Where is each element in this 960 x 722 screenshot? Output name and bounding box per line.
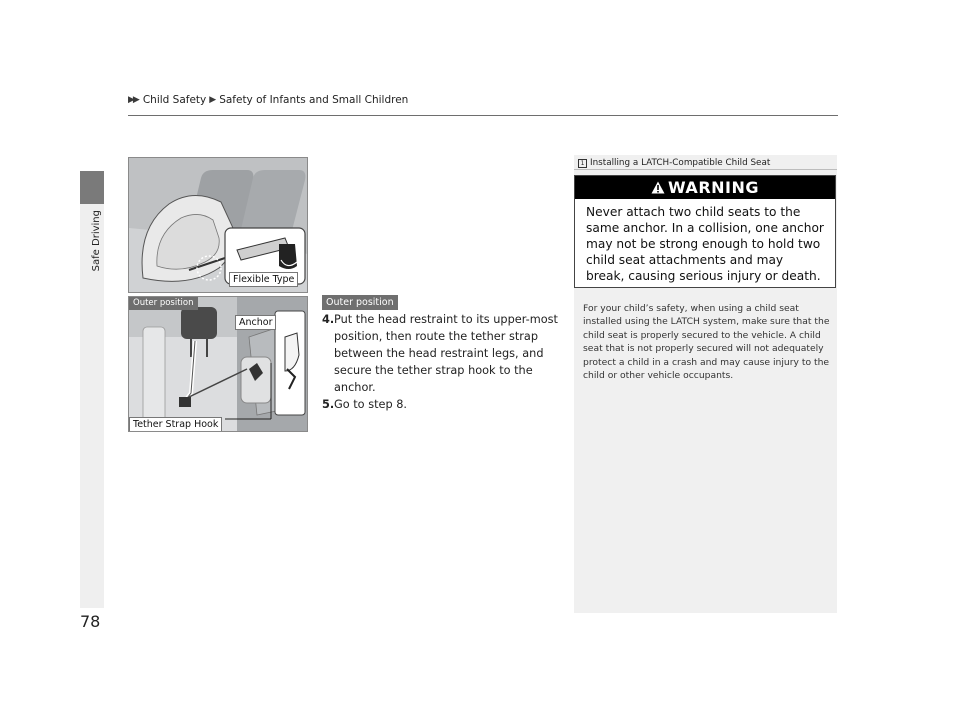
warning-header-text: WARNING (668, 178, 759, 197)
breadcrumb-item-infants[interactable]: Safety of Infants and Small Children (219, 94, 409, 106)
flexible-type-label: Flexible Type (229, 272, 298, 287)
step-text: Put the head restraint to its upper-most position, then route the tether strap between the head restraint legs, and secure the tether strap hook to the anchor. (334, 313, 558, 394)
step-item (322, 311, 567, 396)
warning-header (575, 176, 835, 199)
sidebar-title (578, 158, 770, 168)
step-text: Go to step 8. (334, 398, 407, 411)
step-number: 4. (322, 313, 335, 326)
instruction-steps (322, 311, 567, 413)
tether-anchor-figure (128, 296, 308, 432)
page-number: 78 (80, 612, 101, 631)
outer-position-tag: Outer position (322, 295, 398, 310)
outer-position-figure-tag: Outer position (129, 297, 198, 310)
breadcrumb-arrow-icon: ▶▶ (128, 95, 138, 105)
sidebar-body-text: For your child’s safety, when using a child seat installed using the LATCH system, make sure that the child seat is properly secured to the vehicle. A child seat that is not properly secured will not adequately protect a child in a crash and may cause injury to the child or other vehicle occupants. (583, 303, 830, 382)
reference-marker-icon: 1 (578, 159, 587, 168)
warning-text: Never attach two child seats to the same anchor. In a collision, one anchor may not be strong enough to hold two child seat attachments and may break, causing serious injury or death. (586, 205, 824, 283)
sidebar-title-divider (574, 169, 837, 170)
step-number: 5. (322, 398, 335, 411)
tether-anchor-illustration (129, 297, 307, 431)
section-tab-marker (80, 171, 104, 204)
breadcrumb-arrow-icon: ▶ (209, 95, 215, 105)
breadcrumb (128, 94, 408, 106)
sidebar-title-text: Installing a LATCH-Compatible Child Seat (590, 158, 771, 168)
anchor-label: Anchor (235, 315, 276, 330)
warning-triangle-icon (651, 181, 665, 194)
step-item (322, 396, 567, 413)
tether-strap-hook-label: Tether Strap Hook (129, 417, 222, 432)
child-seat-figure (128, 157, 308, 293)
header-divider (128, 115, 838, 116)
section-tab-label: Safe Driving (91, 210, 102, 272)
breadcrumb-item-child-safety[interactable]: Child Safety (142, 94, 207, 106)
warning-box (574, 175, 836, 288)
